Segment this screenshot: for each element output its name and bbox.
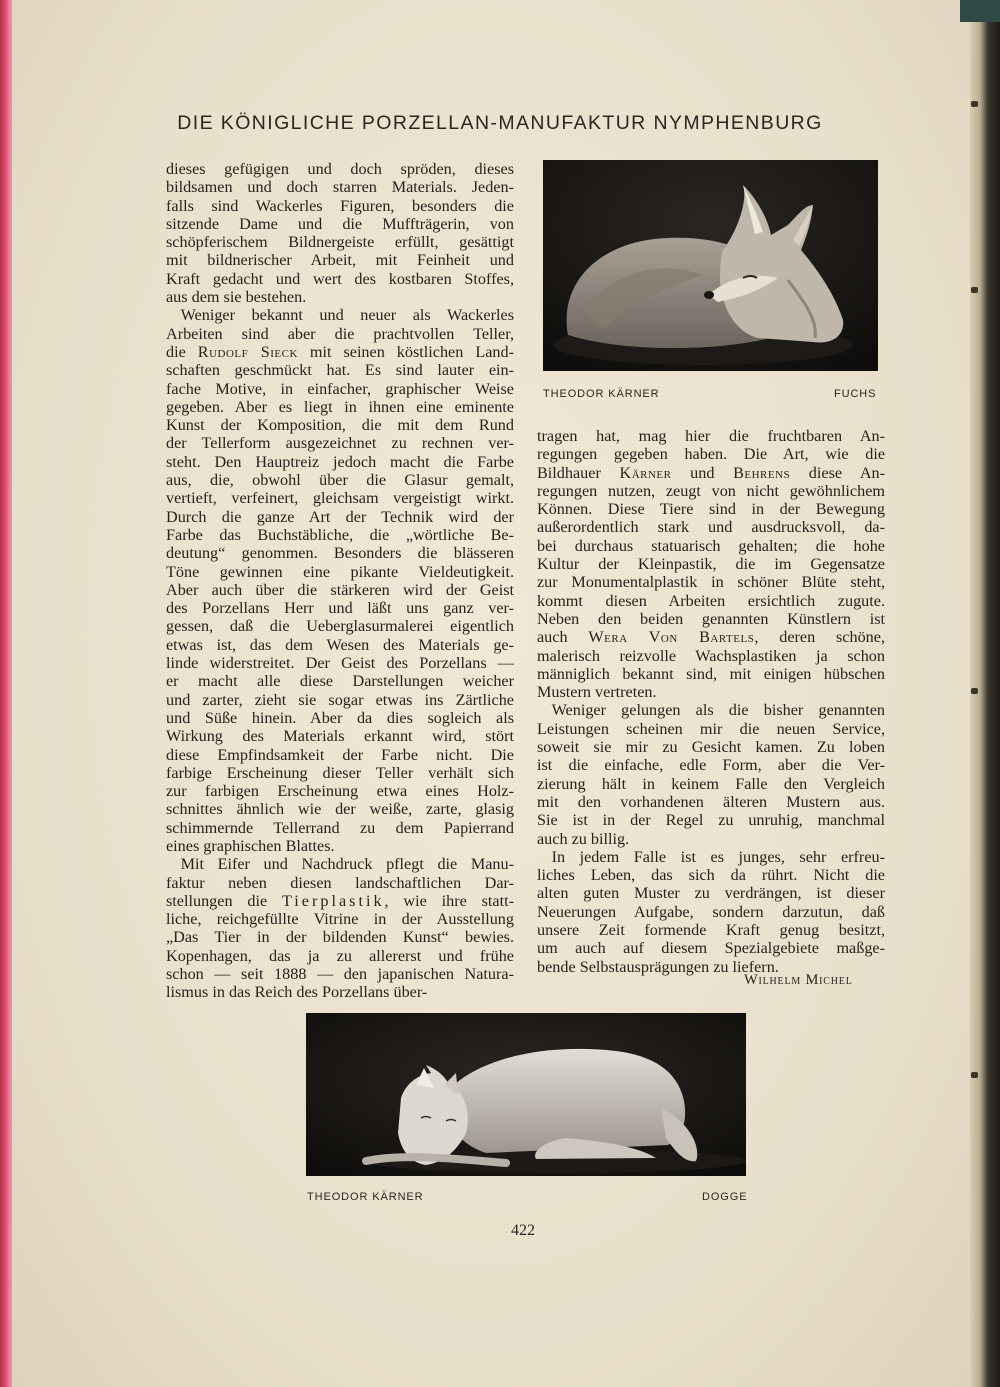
- margin-mark: [971, 688, 978, 694]
- text-line: schimmernde Tellerrand zu dem Papierrand: [166, 818, 514, 837]
- text-line: gegeben. Aber es liegt in ihnen eine eminente: [166, 397, 514, 416]
- text-line: farbige Erscheinung dieser Teller verhält sich: [166, 763, 514, 782]
- text-line: lismus in das Reich des Porzellans über-: [166, 983, 428, 1002]
- text-line: schaften geschmückt hat. Es sind lauter ein-: [166, 361, 514, 380]
- margin-mark: [971, 1072, 978, 1078]
- text-line: malerisch reizvolle Wachsplastiken ja schon: [537, 646, 885, 665]
- text-line: linde widerstreitet. Der Geist des Porzellans —: [166, 654, 514, 673]
- text-line: fache Motive, in einfacher, graphischer Weise: [166, 379, 514, 398]
- text-line: mit den vorhandenen älteren Mustern aus.: [537, 792, 885, 811]
- text-line: Arbeiten sind aber die prachtvollen Teller,: [166, 324, 514, 343]
- margin-mark: [971, 287, 978, 293]
- text-line: männiglich bekannt sind, mit einigen hübschen: [537, 664, 885, 683]
- text-line: Neben den beiden genannten Künstlern ist: [537, 609, 885, 628]
- text-line: Kunst der Komposition, die mit dem Rund: [166, 416, 514, 435]
- text-line: alten guten Muster zu verdrängen, ist dieser: [537, 884, 885, 903]
- fox-figure-photo: [543, 160, 878, 371]
- small-caps-name: Wera Von Bartels: [588, 628, 755, 647]
- dog-caption-title: DOGGE: [702, 1191, 748, 1203]
- text-line: Kraft gedacht und wert des kostbaren Stoffes,: [166, 269, 514, 288]
- text-line: Mustern vertreten.: [537, 683, 657, 702]
- text-line: schöpferischem Bildnergeiste erfüllt, gesättigt: [166, 233, 514, 252]
- text-line: steht. Den Hauptreiz jedoch macht die Farbe: [166, 452, 514, 471]
- text-line: dieses gefügigen und doch spröden, dieses: [166, 160, 514, 178]
- text-line: Weniger gelungen als die bisher genannten: [551, 701, 885, 720]
- text-line: In jedem Falle ist es junges, sehr erfreu-: [551, 847, 885, 866]
- text-line: Aber auch über die stärkeren wird der Geist: [166, 580, 514, 599]
- spaced-term: Tierplastik: [281, 891, 385, 910]
- text-line: stellungen die Tierplastik, wie ihre statt-: [166, 891, 515, 910]
- text-line: schon — seit 1888 — den japanischen Natura-: [166, 965, 514, 984]
- text-line: Sie ist in der Regel zu unruhig, manchmal: [537, 811, 885, 830]
- text-line: bende Selbstausprägungen zu liefern.: [537, 957, 779, 976]
- text-line: Neuerungen Aufgabe, sondern darzutun, daß: [537, 902, 885, 921]
- text-line: die Rudolf Sieck mit seinen köstlichen Land-: [166, 342, 514, 361]
- text-line: sitzende Dame und die Muffträgerin, von: [166, 214, 514, 233]
- text-line: Kultur der Kleinpastik, die im Gegensatze: [537, 555, 885, 574]
- text-line: deutung“ genommen. Besonders die blässeren: [166, 544, 514, 563]
- text-line: „Das Tier in der bildenden Kunst“ bewies.: [166, 928, 514, 947]
- text-line: unsere Zeit formende Kraft genug besitzt,: [537, 921, 885, 940]
- author-signature: Wilhelm Michel: [744, 972, 853, 988]
- small-caps-name: Kärner: [619, 463, 672, 482]
- text-line: bildsamen und doch starren Materials. Jeden-: [166, 178, 514, 197]
- text-line: falls sind Wackerles Figuren, besonders die: [166, 196, 514, 215]
- text-line: diese Empfindsamkeit der Farbe nicht. Die: [166, 745, 514, 764]
- text-line: auch zu billig.: [537, 829, 630, 848]
- text-line: tragen hat, mag hier die fruchtbaren An-: [537, 427, 885, 445]
- text-line: etwas ist, das dem Wesen des Materials ge-: [166, 635, 514, 654]
- text-line: zierung hält in keinem Falle den Vergleich: [537, 774, 885, 793]
- left-text-column: [166, 160, 514, 1002]
- text-line: regungen gegeben haben. Die Art, wie die: [537, 445, 885, 464]
- text-line: außerordentlich stark und ausdrucksvoll, da-: [537, 518, 885, 537]
- text-line: zur farbigen Erscheinung etwa eines Holz-: [166, 782, 514, 801]
- text-line: zur Monumentalplastik in schöner Blüte steht,: [537, 573, 885, 592]
- text-line: Können. Diese Tiere sind in der Bewegung: [537, 500, 885, 519]
- text-line: soweit sie mir zu Gesicht kamen. Zu loben: [537, 738, 885, 757]
- text-line: des Porzellans Herr und läßt uns ganz ver-: [166, 599, 514, 618]
- text-line: gessen, daß die Ueberglasurmalerei eigentlich: [166, 617, 514, 636]
- text-line: schnittes ähnlich wie der weiße, zarte, glasig: [166, 800, 514, 819]
- small-caps-name: Rudolf Sieck: [197, 342, 298, 361]
- margin-mark: [971, 101, 978, 107]
- cover-corner: [960, 0, 1000, 22]
- text-line: Farbe das Buchstäbliche, die „wörtliche Be-: [166, 525, 514, 544]
- text-line: er macht alle diese Darstellungen weicher: [166, 672, 514, 691]
- text-line: Kopenhagen, das ja zu allererst und frühe: [166, 946, 514, 965]
- text-line: ist die einfache, edle Form, aber die Ver-: [537, 756, 885, 775]
- text-line: kommt diesen Arbeiten ersichtlich zugute.: [537, 591, 885, 610]
- text-line: und zarter, zieht sie sogar etwas ins Zärtliche: [166, 690, 514, 709]
- text-line: mit bildnerischer Arbeit, mit Feinheit und: [166, 251, 514, 270]
- text-line: Töne gewinnen eine pikante Vieldeutigkeit.: [166, 562, 514, 581]
- text-line: um auch auf diesem Spezialgebiete maßge-: [537, 939, 885, 958]
- text-line: liche, reichgefüllte Vitrine in der Ausstellung: [166, 910, 514, 929]
- running-head: DIE KÖNIGLICHE PORZELLAN-MANUFAKTUR NYMPHENBURG: [177, 112, 823, 134]
- text-line: regungen nutzen, zeugt von nicht gewöhnlichem: [537, 481, 885, 500]
- text-line: Leistungen scheinen mir die neuen Service,: [537, 719, 885, 738]
- fox-caption-artist: THEODOR KÄRNER: [543, 388, 660, 400]
- text-line: bei durchaus statuarisch gehalten; die hohe: [537, 536, 885, 555]
- fox-caption-title: FUCHS: [834, 388, 877, 400]
- text-line: Mit Eifer und Nachdruck pflegt die Manu-: [180, 855, 514, 874]
- text-line: der Tellerform ausgezeichnet zu rechnen ver-: [166, 434, 514, 453]
- text-line: Weniger bekannt und neuer als Wackerles: [180, 306, 514, 325]
- text-line: auch Wera Von Bartels, deren schöne,: [537, 628, 886, 647]
- text-line: vertieft, verfeinert, gleichsam vergeistigt wirkt.: [166, 489, 514, 508]
- text-line: Bildhauer Kärner und Behrens diese An-: [537, 463, 886, 482]
- right-text-column: [537, 427, 885, 976]
- text-line: aus dem sie bestehen.: [166, 288, 307, 307]
- small-caps-name: Behrens: [733, 463, 791, 482]
- text-line: Durch die ganze Art der Technik wird der: [166, 507, 514, 526]
- text-line: und Süße hinein. Aber da dies sogleich als: [166, 708, 514, 727]
- text-line: aus, die, obwohl über die Glasur gemalt,: [166, 471, 514, 490]
- text-line: eines graphischen Blattes.: [166, 836, 335, 855]
- page-number: 422: [511, 1222, 535, 1239]
- text-line: faktur neben diesen landschaftlichen Dar-: [166, 873, 514, 892]
- text-line: Wirkung des Materials erkannt wird, stört: [166, 727, 514, 746]
- dog-figure-photo: [306, 1013, 746, 1176]
- text-line: liches Leben, das sich da rührt. Nicht die: [537, 866, 885, 885]
- dog-caption-artist: THEODOR KÄRNER: [307, 1191, 424, 1203]
